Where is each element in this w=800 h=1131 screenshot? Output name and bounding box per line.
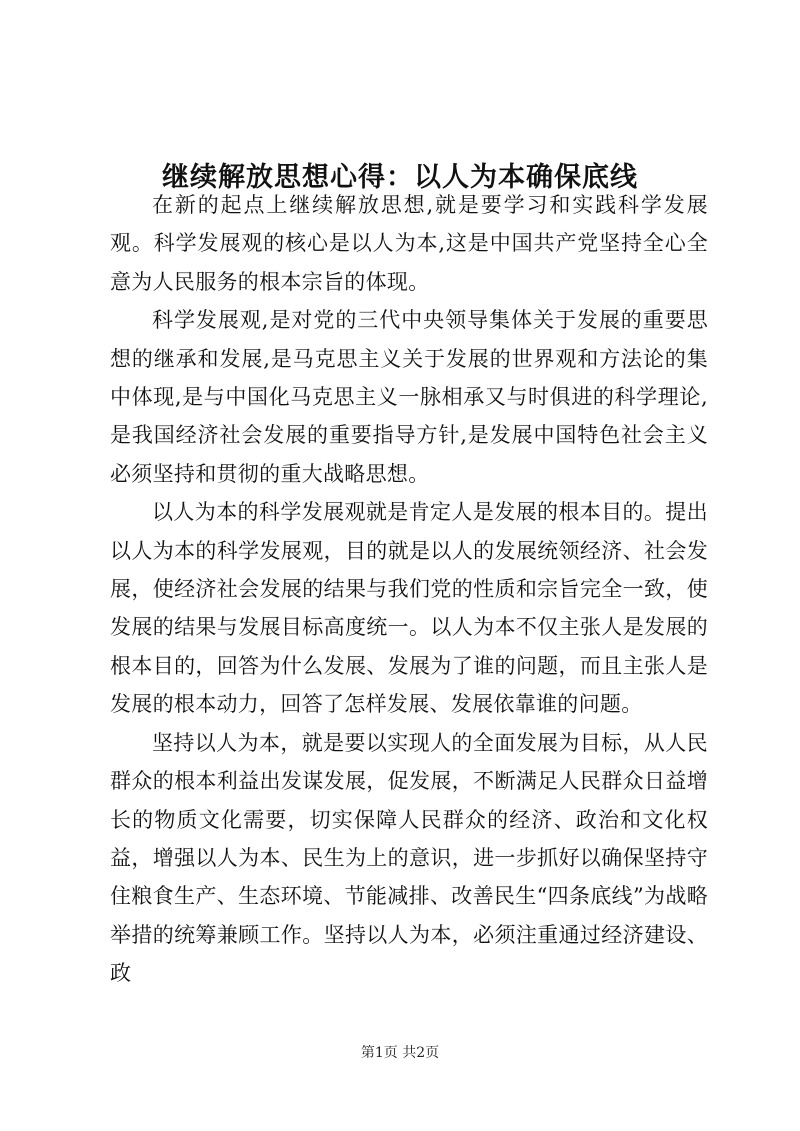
document-title: 继续解放思想心得：以人为本确保底线 bbox=[162, 162, 638, 194]
page-footer: 第1页 共2页 bbox=[360, 1045, 440, 1061]
document-body bbox=[110, 186, 708, 993]
paragraph-4: 坚持以人为本，就是要以实现人的全面发展为目标，从人民群众的根本利益出发谋发展，促发展，不断满足人民群众日益增长的物质文化需要，切实保障人民群众的经济、政治和文化权益，增强以人为本、民生为上的意识，进一步抓好以确保坚持守住粮食生产、生态环境、节能减排、改善民生“四条底线”为战略举措的统筹兼顾工作。坚持以人为本，必须注重通过经济建设、政 bbox=[110, 730, 708, 986]
paragraph-3: 以人为本的科学发展观就是肯定人是发展的根本目的。提出以人为本的科学发展观，目的就是以人的发展统领经济、社会发展，使经济社会发展的结果与我们党的性质和宗旨完全一致，使发展的结果与发展目标高度统一。以人为本不仅主张人是发展的根本目的，回答为什么发展、发展为了谁的问题，而且主张人是发展的根本动力，回答了怎样发展、发展依靠谁的问题。 bbox=[110, 500, 708, 717]
paragraph-1: 在新的起点上继续解放思想,就是要学习和实践科学发展观。科学发展观的核心是以人为本,这是中国共产党坚持全心全意为人民服务的根本宗旨的体现。 bbox=[110, 193, 708, 294]
paragraph-2: 科学发展观,是对党的三代中央领导集体关于发展的重要思想的继承和发展,是马克思主义关于发展的世界观和方法论的集中体现,是与中国化马克思主义一脉相承又与时俱进的科学理论,是我国经济社会发展的重要指导方针,是发展中国特色社会主义必须坚持和贯彻的重大战略思想。 bbox=[110, 308, 708, 486]
